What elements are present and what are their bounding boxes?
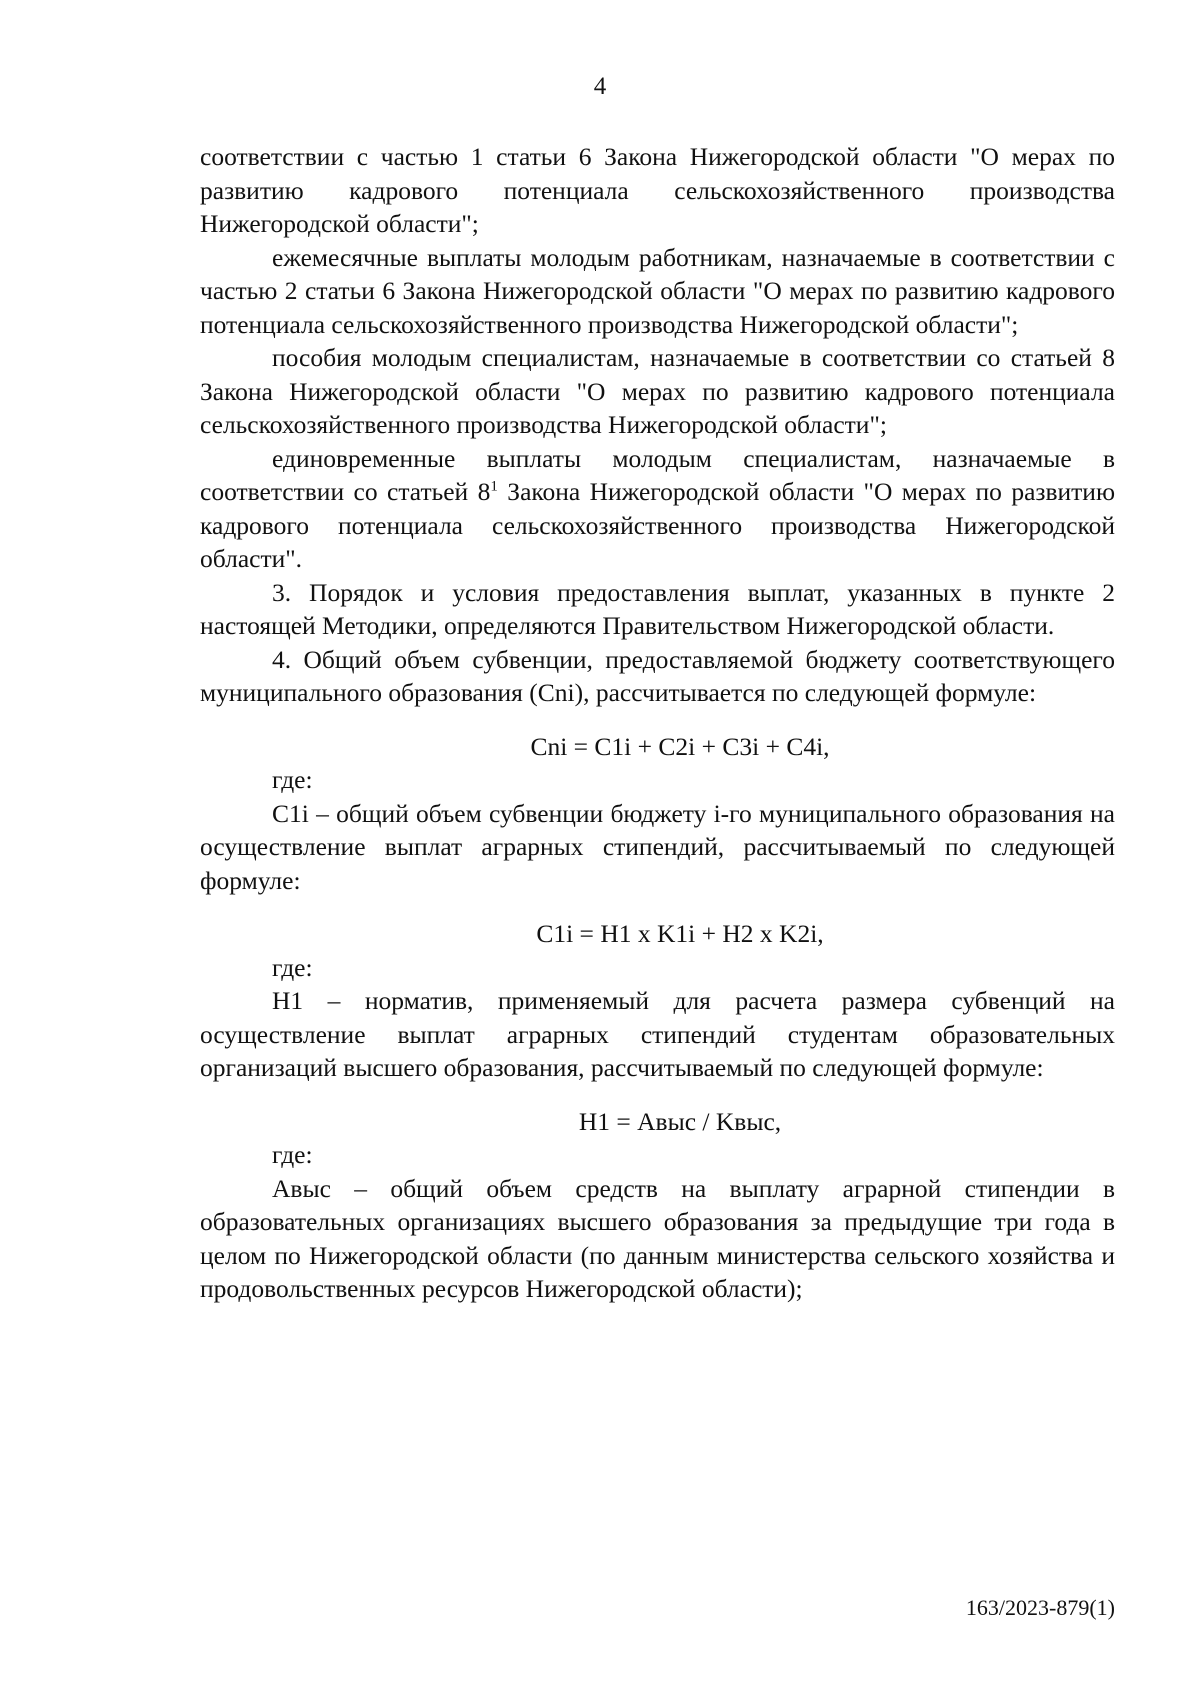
- paragraph-agrarian-scholarship-cont: соответствии с частью 1 статьи 6 Закона Нижегородской области "О мерах по развитию кадрового потенциала сельскохозяйственного производства Нижегородской области";: [200, 142, 1115, 238]
- formula-h1: H1 = Авыс / Kвыс,: [578, 1106, 782, 1136]
- where-label-2: где:: [272, 952, 313, 982]
- formula-c1i: C1i = H1 x K1i + H2 x K2i,: [536, 919, 824, 948]
- paragraph-one-time-payments-end: Закона Нижегородской области "О мерах по развитию кадрового потенциала сельскохозяйственного производства Нижегородской области".: [200, 477, 1115, 573]
- definition-c1i: C1i – общий объем субвенции бюджету i-го муниципального образования на осуществление выплат аграрных стипендий, рассчитываемый по следующей формуле:: [200, 798, 1115, 895]
- paragraph-item-4: 4. Общий объем субвенции, предоставляемой бюджету соответствующего муниципального образования (Cni), рассчитывается по следующей формуле:: [200, 644, 1115, 707]
- paragraph-monthly-payments: ежемесячные выплаты молодым работникам, назначаемые в соответствии с частью 2 статьи 6 Закона Нижегородской области "О мерах по развитию кадрового потенциала сельскохозяйственного производства Нижегородской области";: [200, 242, 1115, 339]
- document-id: 163/2023-879(1): [965, 1595, 1115, 1620]
- paragraph-one-time-payments: [200, 442, 1115, 576]
- document-body: [200, 140, 1115, 1306]
- definition-avys: Авыс – общий объем средств на выплату аграрной стипендии в образовательных организациях высшего образования за предыдущие три года в целом по Нижегородской области (по данным министерства сельского хозяйства и продовольственных ресурсов Нижегородской области);: [200, 1173, 1115, 1303]
- formula-cni: Cni = C1i + C2i + C3i + C4i,: [530, 731, 830, 761]
- page-number: 4: [593, 73, 607, 100]
- paragraph-item-3: 3. Порядок и условия предоставления выплат, указанных в пункте 2 настоящей Методики, определяются Правительством Нижегородской области.: [200, 577, 1115, 640]
- paragraph-young-specialist-allowances: пособия молодым специалистам, назначаемые в соответствии со статьей 8 Закона Нижегородской области "О мерах по развитию кадрового потенциала сельскохозяйственного производства Нижегородской области";: [200, 343, 1115, 439]
- paragraph-one-time-payments-start: единовременные выплаты молодым специалистам, назначаемые в соответствии со статьей 8: [200, 443, 1115, 506]
- definition-h1: H1 – норматив, применяемый для расчета размера субвенций на осуществление выплат аграрных стипендий студентам образовательных организаций высшего образования, рассчитываемый по следующей формуле:: [200, 986, 1115, 1082]
- where-label-1: где:: [272, 765, 313, 794]
- where-label-3: где:: [272, 1140, 313, 1169]
- article-superscript: 1: [490, 478, 498, 495]
